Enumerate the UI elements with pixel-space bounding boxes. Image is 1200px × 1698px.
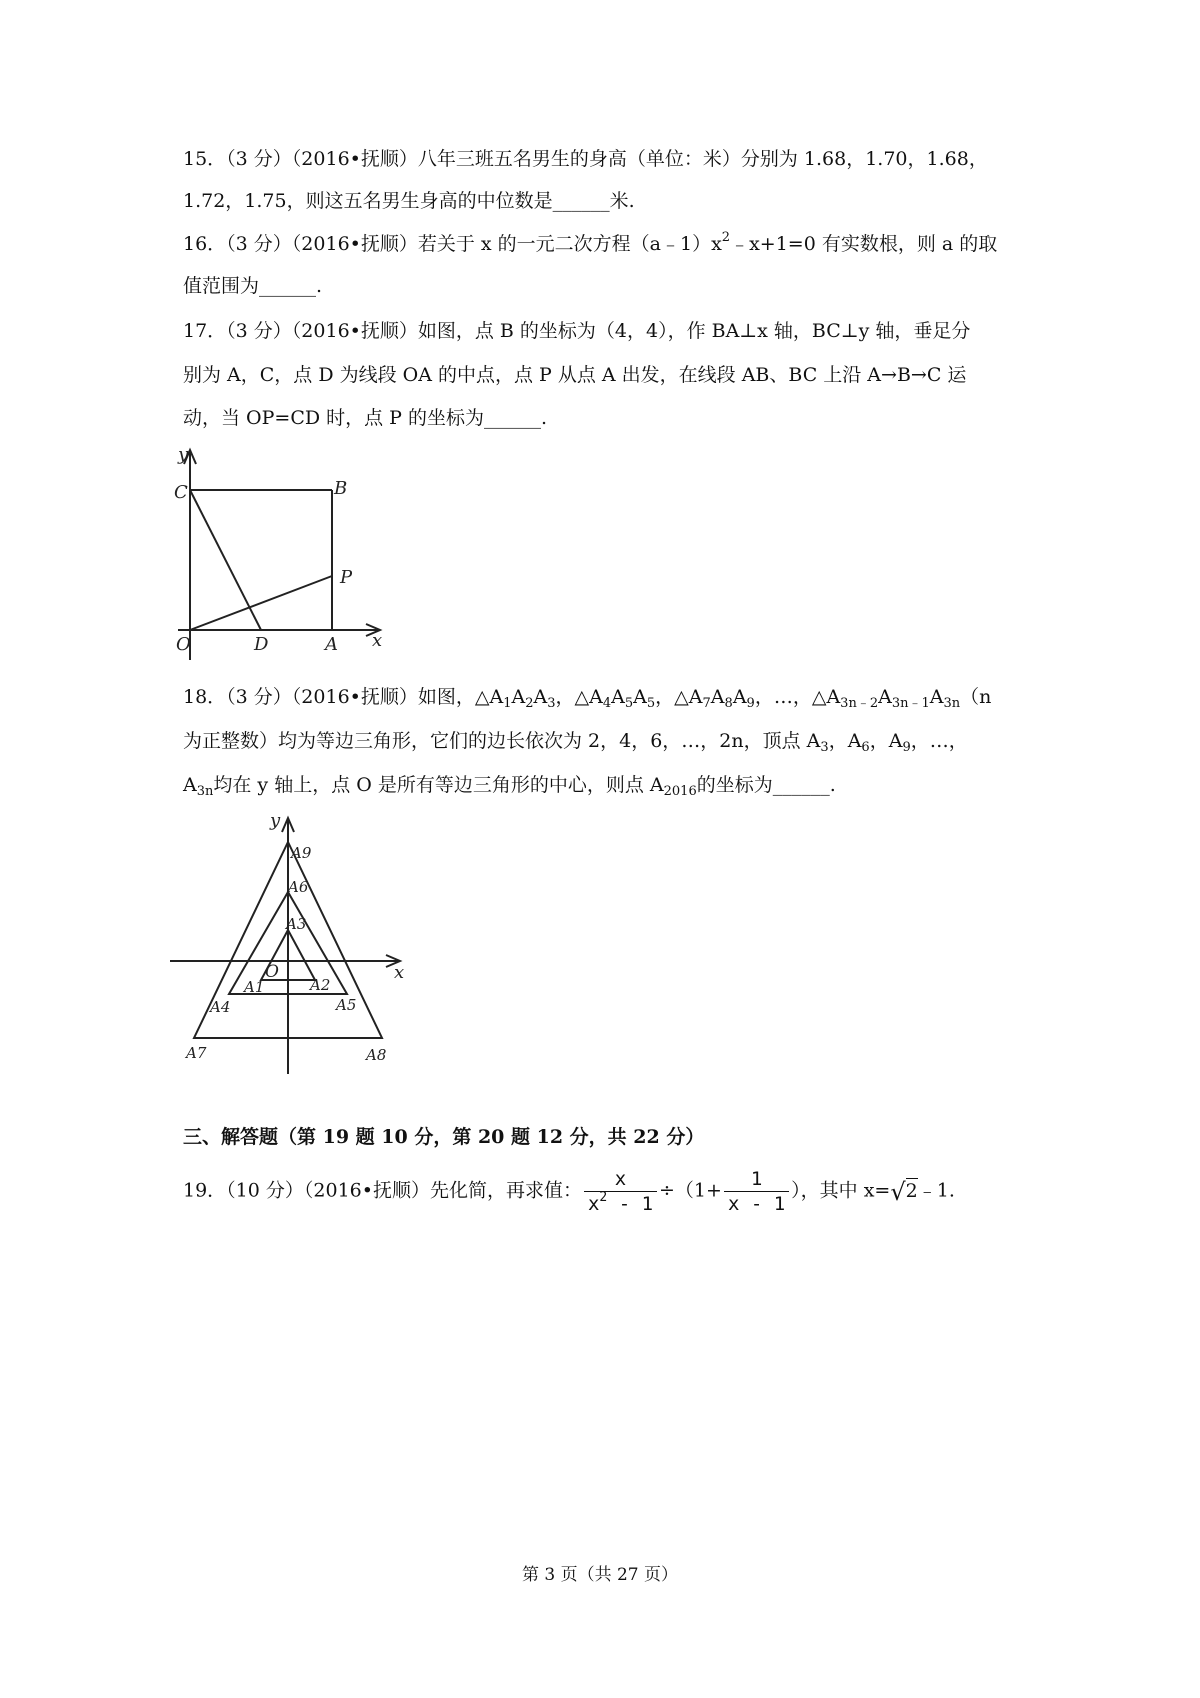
- q17-line-1: 17．（3 分）（2016•抚顺）如图，点 B 的坐标为（4，4），作 BA⊥x 轴，BC⊥y 轴，垂足分: [183, 320, 971, 342]
- q18-text: ，…，△A: [754, 686, 841, 708]
- q15-line-1: 15．（3 分）（2016•抚顺）八年三班五名男生的身高（单位：米）分别为 1.68，1.70，1.68，: [183, 148, 988, 170]
- q18-sub: 5: [624, 696, 634, 711]
- q16-text-a: 16．（3 分）（2016•抚顺）若关于 x 的一元二次方程（a﹣1）x: [183, 233, 722, 255]
- q17-label-x: x: [372, 630, 383, 651]
- q18-sub: 2016: [663, 784, 697, 799]
- q16-line-1: [183, 231, 997, 257]
- q17-label-c: C: [174, 482, 188, 503]
- q18-label-a4: A4: [210, 998, 231, 1016]
- q18-sub: 3n: [196, 784, 214, 799]
- q18-text: A: [611, 686, 625, 708]
- q18-text: A: [929, 686, 944, 708]
- q19-frac1-denominator: [584, 1192, 657, 1216]
- q18-sub: 5: [646, 696, 656, 711]
- q16-line-2: 值范围为______.: [183, 275, 323, 297]
- q18-sub: 6: [861, 740, 870, 755]
- q18-text: 为正整数）均为等边三角形，它们的边长依次为 2，4，6，…，2n，顶点 A: [183, 730, 821, 752]
- q18-sub: 1: [503, 696, 512, 711]
- q19-end: ﹣1.: [917, 1179, 955, 1202]
- q18-text: 18．（3 分）（2016•抚顺）如图，△A: [183, 686, 504, 708]
- q17-label-y: y: [178, 444, 189, 465]
- q18-label-a2: A2: [310, 976, 331, 994]
- q18-label-a8: A8: [366, 1046, 387, 1064]
- q18-text: 的坐标为______.: [696, 774, 836, 796]
- q18-text: A: [633, 686, 647, 708]
- q16-exponent: 2: [721, 230, 731, 245]
- q17-line-3: 动，当 OP=CD 时，点 P 的坐标为______.: [183, 407, 548, 429]
- q19-frac1-den-exp: 2: [599, 1190, 608, 1205]
- q18-figure: [170, 812, 450, 1082]
- q19-frac1-den-rest: - 1: [607, 1193, 654, 1215]
- q18-text: ，…，: [910, 730, 968, 752]
- q19-frac1-numerator: x: [584, 1167, 657, 1192]
- q18-text: A: [878, 686, 892, 708]
- q18-sub: 2: [525, 696, 534, 711]
- q18-sub: 9: [902, 740, 911, 755]
- q18-text: （n: [960, 686, 992, 708]
- q18-sub: 7: [702, 696, 711, 711]
- q19-line: 19．（10 分）（2016•抚顺）先化简，再求值： $\frac{x}{x^2 - 1}$ ÷（1+ $\frac{1}{x - 1}$ ），其中 x=√2﹣1.: [183, 1168, 955, 1215]
- q18-label-a7: A7: [186, 1044, 207, 1062]
- q18-label-a6: A6: [288, 878, 309, 896]
- q19-frac1-den-base: x: [587, 1193, 600, 1215]
- q19-prefix: 19．（10 分）（2016•抚顺）先化简，再求值：: [183, 1179, 582, 1202]
- q18-label-a9: A9: [291, 844, 312, 862]
- q17-label-p: P: [340, 567, 353, 588]
- q18-text: A: [710, 686, 725, 708]
- q19-radicand: 2: [905, 1179, 918, 1202]
- q17-label-a: A: [325, 634, 338, 655]
- q19-frac2-denominator: x - 1: [727, 1193, 786, 1215]
- q19-after: ），其中 x=: [791, 1179, 891, 1202]
- q18-sub: 3: [820, 740, 829, 755]
- q18-text: 均在 y 轴上，点 O 是所有等边三角形的中心，则点 A: [213, 774, 664, 796]
- page-footer: 第 3 页（共 27 页）: [521, 1565, 679, 1585]
- q17-figure: [170, 440, 430, 670]
- q18-label-o: O: [265, 962, 279, 982]
- q18-text: ，△A: [655, 686, 703, 708]
- q18-text: A: [183, 774, 197, 796]
- q19-fraction-1: [584, 1167, 657, 1216]
- q18-text: A: [732, 686, 747, 708]
- q19-divide: ÷（1+: [659, 1179, 722, 1202]
- q18-sub: 4: [602, 696, 612, 711]
- q18-text: ，A: [869, 730, 903, 752]
- q18-text: ，A: [828, 730, 862, 752]
- q18-sub: 3n﹣1: [891, 696, 930, 711]
- q18-text: A: [533, 686, 548, 708]
- q18-label-x: x: [394, 962, 405, 983]
- q18-line-1: [183, 684, 991, 710]
- q18-sub: 3n﹣2: [840, 696, 879, 711]
- q18-line-3: [183, 772, 836, 798]
- q18-sub: 9: [746, 696, 755, 711]
- q17-label-o: O: [176, 634, 191, 655]
- q18-text: A: [511, 686, 526, 708]
- q17-label-b: B: [334, 478, 348, 499]
- q19-fraction-2: [724, 1167, 789, 1216]
- q18-label-a1: A1: [244, 978, 265, 996]
- q17-line-2: 别为 A，C，点 D 为线段 OA 的中点，点 P 从点 A 出发，在线段 AB、BC 上沿 A→B→C 运: [183, 364, 967, 386]
- section-3-heading: 三、解答题（第 19 题 10 分，第 20 题 12 分，共 22 分）: [183, 1126, 705, 1148]
- q16-text-b: ﹣x+1=0 有实数根，则 a 的取: [730, 233, 998, 255]
- q18-sub: 8: [724, 696, 733, 711]
- q18-sub: 3n: [943, 696, 961, 711]
- q18-text: ，△A: [555, 686, 603, 708]
- q18-label-a5: A5: [336, 996, 357, 1014]
- q17-label-d: D: [254, 634, 269, 655]
- q18-label-y: y: [270, 812, 281, 831]
- q18-line-2: [183, 728, 968, 754]
- q15-line-2: 1.72，1.75，则这五名男生身高的中位数是______米.: [183, 190, 635, 212]
- q18-label-a3: A3: [286, 915, 307, 933]
- q19-frac2-numerator: 1: [724, 1167, 789, 1192]
- q18-sub: 3: [547, 696, 556, 711]
